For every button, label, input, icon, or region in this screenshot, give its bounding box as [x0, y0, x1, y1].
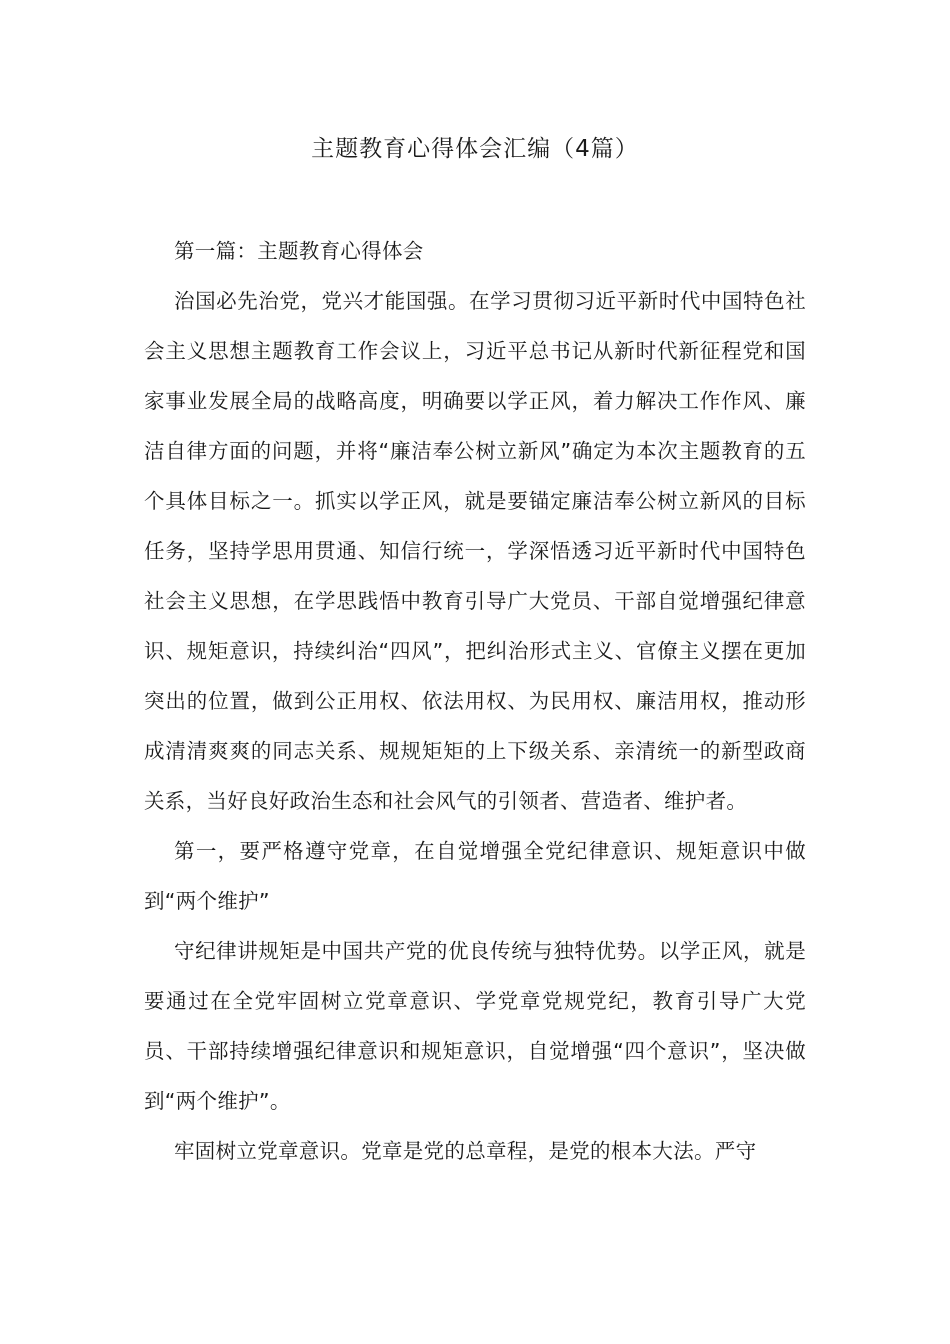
body-paragraph: 牢固树立党章意识。党章是党的总章程，是党的根本大法。严守: [174, 1139, 757, 1163]
body-paragraph: 治国必先治党，党兴才能国强。在学习贯彻习近平新时代中国特色社会主义思想主题教育工作会议上，习近平总书记从新时代新征程党和国家事业发展全局的战略高度，明确要以学正风，着力解决工作作风、廉洁自律方面的问题，并将“廉洁奉公树立新风”确定为本次主题教育的五个具体目标之一。抓实以学正风，就是要锚定廉洁奉公树立新风的目标任务，坚持学思用贯通、知信行统一，学深悟透习近平新时代中国特色社会主义思想，在学思践悟中教育引导广大党员、干部自觉增强纪律意识、规矩意识，持续纠治“四风”，把纠治形式主义、官僚主义摆在更加突出的位置，做到公正用权、依法用权、为民用权、廉洁用权，推动形成清清爽爽的同志关系、规规矩矩的上下级关系、亲清统一的新型政商关系，当好良好政治生态和社会风气的引领者、营造者、维护者。: [144, 289, 806, 813]
document-title: 主题教育心得体会汇编（4篇）: [311, 136, 639, 162]
subsection-heading: 第一，要严格遵守党章，在自觉增强全党纪律意识、规矩意识中做到“两个维护”: [144, 839, 806, 913]
body-paragraph: 守纪律讲规矩是中国共产党的优良传统与独特优势。以学正风，就是要通过在全党牢固树立党章意识、学党章党规党纪，教育引导广大党员、干部持续增强纪律意识和规矩意识，自觉增强“四个意识”，坚决做到“两个维护”。: [144, 939, 806, 1113]
section-heading: 第一篇：主题教育心得体会: [174, 239, 424, 263]
document-body: [144, 226, 806, 1176]
